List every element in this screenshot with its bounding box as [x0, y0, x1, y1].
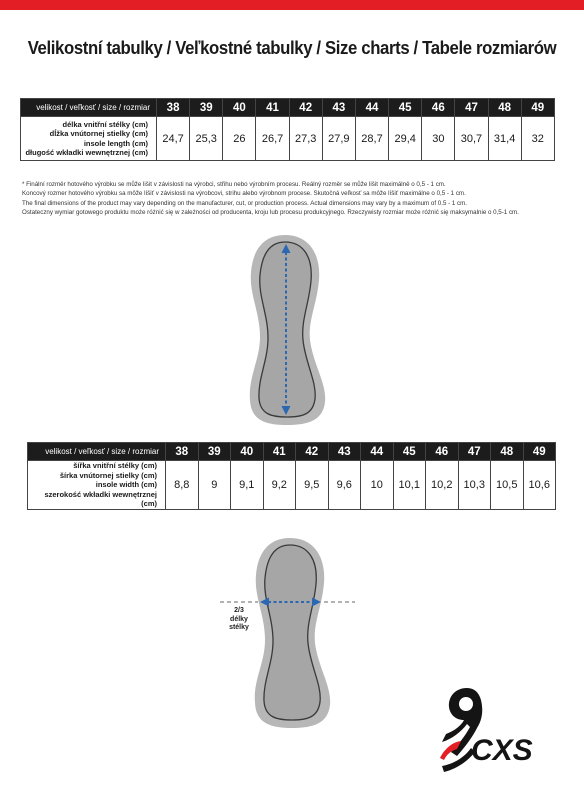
row-label-pl: długość wkładki wewnętrznej (cm) [25, 148, 148, 157]
value-cell: 30 [422, 117, 455, 161]
size-cell: 43 [328, 443, 361, 461]
note-en: The final dimensions of the product may vary depending on the manufacturer, cut, or production process. Actual dimensions may vary by a maximum of 0.5 - 1 cm. [22, 199, 468, 207]
value-cell: 29,4 [389, 117, 422, 161]
row-label-en: insole length (cm) [83, 138, 148, 148]
size-cell: 48 [491, 443, 524, 461]
header-label: velikost / veľkosť / size / rozmiar [21, 99, 157, 117]
cxs-logo [437, 686, 547, 776]
size-cell: 40 [223, 99, 256, 117]
value-cell: 10,2 [426, 461, 459, 510]
width-table-header-row [28, 443, 556, 461]
row-label-cz: šířka vnitřní stélky (cm) [73, 461, 157, 470]
size-cell: 47 [455, 99, 488, 117]
size-cell: 45 [389, 99, 422, 117]
note-pl: Ostateczny wymiar gotowego produktu może różnić się w zależności od producenta, kroju lub procesu produkcyjnego. Rzeczywisty rozmiar może różnić się maksymalnie o 0,5-1 cm. [22, 208, 519, 216]
width-size-table [27, 442, 556, 510]
width-measure-label [218, 607, 260, 633]
size-cell: 44 [355, 99, 388, 117]
insole-length-illustration [243, 232, 331, 428]
size-cell: 46 [422, 99, 455, 117]
value-cell: 9 [198, 461, 231, 510]
row-label-cz: délka vnitřní stélky (cm) [62, 119, 148, 129]
value-cell: 10,5 [491, 461, 524, 510]
value-cell: 27,3 [289, 117, 322, 161]
row-label-pl: szerokość wkładki wewnętrznej (cm) [44, 489, 157, 508]
size-cell: 44 [361, 443, 394, 461]
width-measure-fraction: 2/3 [234, 607, 244, 614]
size-cell: 38 [166, 443, 199, 461]
value-cell: 10,1 [393, 461, 426, 510]
value-cell: 24,7 [157, 117, 190, 161]
value-cell: 32 [521, 117, 554, 161]
row-label [21, 117, 157, 161]
value-cell: 9,6 [328, 461, 361, 510]
cxs-logo-text: CXS [471, 734, 533, 767]
size-cell: 41 [256, 99, 289, 117]
size-cell: 49 [521, 99, 554, 117]
size-cell: 38 [157, 99, 190, 117]
value-cell: 25,3 [190, 117, 223, 161]
value-cell: 28,7 [355, 117, 388, 161]
size-cell: 42 [296, 443, 329, 461]
length-table-header-row [21, 99, 555, 117]
note-sk: Koncový rozmer hotového výrobku sa môže líšiť v závislosti na výrobcovi, strihu alebo výrobnom procese. Skutočná veľkosť sa môže líšiť maximálne o 0,5 - 1 cm. [22, 190, 466, 198]
value-cell: 10,3 [458, 461, 491, 510]
value-cell: 26,7 [256, 117, 289, 161]
length-size-table [20, 98, 555, 161]
value-cell: 10 [361, 461, 394, 510]
size-cell: 39 [198, 443, 231, 461]
size-cell: 49 [523, 443, 556, 461]
header-label: velikost / veľkosť / size / rozmiar [28, 443, 166, 461]
size-cell: 48 [488, 99, 521, 117]
value-cell: 30,7 [455, 117, 488, 161]
size-disclaimer-notes [22, 180, 567, 217]
size-cell: 45 [393, 443, 426, 461]
brand-top-bar [0, 0, 584, 10]
insole-width-illustration [218, 535, 358, 731]
value-cell: 31,4 [488, 117, 521, 161]
size-cell: 40 [231, 443, 264, 461]
page-title: Velikostní tabulky / Veľkostné tabulky / Size charts / Tabele rozmiarów [27, 38, 557, 58]
value-cell: 9,1 [231, 461, 264, 510]
value-cell: 27,9 [322, 117, 355, 161]
size-cell: 39 [190, 99, 223, 117]
row-label-sk: dĺžka vnútornej stielky (cm) [49, 129, 148, 138]
width-measure-word1: délky [230, 615, 248, 623]
size-cell: 42 [289, 99, 322, 117]
length-table-value-row [21, 117, 555, 161]
size-cell: 47 [458, 443, 491, 461]
width-table-value-row [28, 461, 556, 510]
width-measure-word2: stélky [229, 624, 249, 631]
value-cell: 9,5 [296, 461, 329, 510]
size-cell: 46 [426, 443, 459, 461]
size-cell: 43 [322, 99, 355, 117]
value-cell: 8,8 [166, 461, 199, 510]
value-cell: 26 [223, 117, 256, 161]
row-label-en: insole width (cm) [95, 480, 157, 489]
value-cell: 10,6 [523, 461, 556, 510]
row-label-sk: šírka vnútornej stielky (cm) [59, 470, 157, 480]
size-cell: 41 [263, 443, 296, 461]
note-cz: * Finální rozměr hotového výrobku se může lišit v závislosti na výrobci, střihu nebo výrobním procesu. Reálný rozměr se může lišit maximálně o 0,5 - 1 cm. [22, 181, 446, 188]
row-label [28, 461, 166, 510]
value-cell: 9,2 [263, 461, 296, 510]
